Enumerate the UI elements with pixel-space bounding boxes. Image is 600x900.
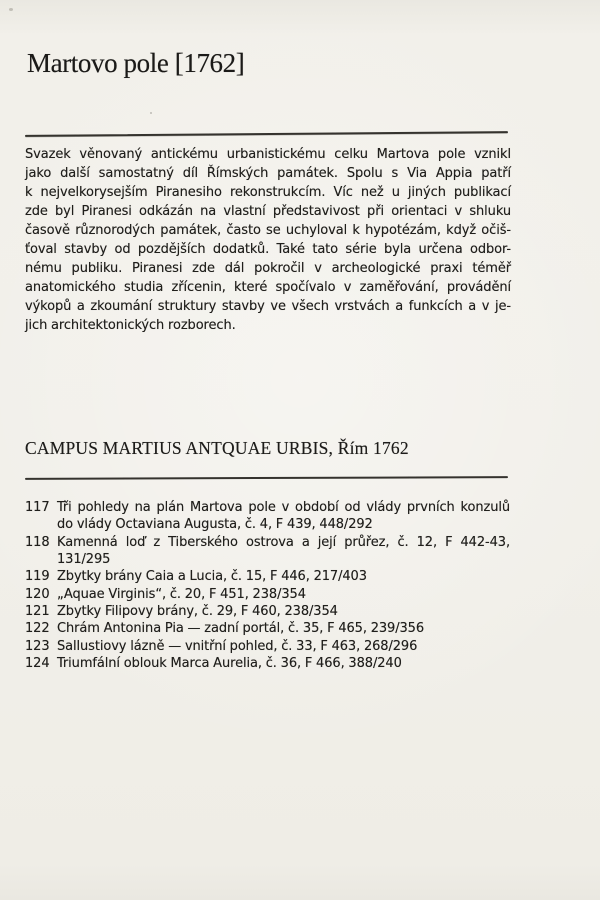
paragraph-line: zde byl Piranesi odkázán na vlastní představivost při orientaci v shluku [25, 204, 511, 219]
entry-text-line: do vlády Octaviana Augusta, č. 4, F 439, 448/292 [57, 517, 373, 533]
entry-number: 120 [25, 586, 50, 602]
entry-number: 118 [25, 534, 50, 550]
paragraph-line: jako další samostatný díl Římských památek. Spolu s Via Appia patří [25, 166, 511, 181]
entry-text-line: Tři pohledy na plán Martova pole v období od vlády prvních konzulů [57, 500, 510, 515]
catalog-list [25, 499, 510, 672]
horizontal-rule-section [25, 476, 508, 480]
entry-number: 122 [25, 621, 50, 637]
catalog-entry-123 [25, 638, 510, 655]
catalog-entry-118 [25, 534, 510, 569]
paragraph-line: anatomického studia zřícenin, které spočívalo v zaměřování, provádění [25, 280, 511, 295]
catalog-entry-124 [25, 655, 510, 672]
catalog-entry-120 [25, 586, 510, 603]
entry-text-line: Chrám Antonina Pia — zadní portál, č. 35, F 465, 239/356 [57, 621, 425, 637]
entry-text-line: Triumfální oblouk Marca Aurelia, č. 36, F 466, 388/240 [57, 656, 402, 672]
entry-text-line: Sallustiovy lázně — vnitřní pohled, č. 33, F 463, 268/296 [57, 638, 418, 654]
entry-text-line: 131/295 [57, 552, 111, 568]
entry-text-line: „Aquae Virginis“, č. 20, F 451, 238/354 [57, 586, 306, 602]
paragraph-line: jich architektonických rozborech. [25, 318, 236, 333]
catalog-entry-119 [25, 568, 510, 585]
paragraph-line: Svazek věnovaný antickému urbanistickému celku Martova pole vznikl [25, 147, 511, 162]
catalog-entry-121 [25, 603, 510, 620]
entry-number: 119 [25, 569, 50, 585]
paragraph-line: nému publiku. Piranesi zde dál pokročil v archeologické praxi téměř [25, 261, 511, 276]
catalog-entry-117 [25, 499, 510, 534]
entry-text-line: Zbytky Filipovy brány, č. 29, F 460, 238/354 [57, 604, 338, 620]
scan-speck [9, 8, 13, 11]
horizontal-rule-top [25, 131, 508, 137]
entry-number: 123 [25, 638, 50, 654]
entry-number: 121 [25, 604, 50, 620]
entry-text-line: Kamenná loď z Tiberského ostrova a její průřez, č. 12, F 442-43, [57, 534, 510, 550]
paragraph-line: časově různorodých památek, často se uchyloval k hypotézám, když očiš- [25, 223, 511, 238]
section-heading: CAMPUS MARTIUS ANTQUAE URBIS, Řím 1762 [25, 438, 409, 458]
scan-speck [150, 112, 152, 114]
paragraph-line: výkopů a zkoumání struktury stavby ve všech vrstvách a funkcích a v je- [25, 299, 511, 314]
paragraph-line: ťoval stavby od pozdějších dodatků. Také tato série byla určena odbor- [25, 242, 511, 257]
paragraph-line: k nejvelkorysejším Piranesiho rekonstrukcím. Víc než u jiných publikací [25, 185, 511, 200]
intro-paragraph [25, 145, 511, 335]
catalog-entry-122 [25, 620, 510, 637]
entry-number: 117 [25, 500, 50, 515]
entry-text-line: Zbytky brány Caia a Lucia, č. 15, F 446, 217/403 [57, 569, 367, 585]
entry-number: 124 [25, 656, 50, 672]
page-title: Martovo pole [1762] [27, 48, 245, 78]
